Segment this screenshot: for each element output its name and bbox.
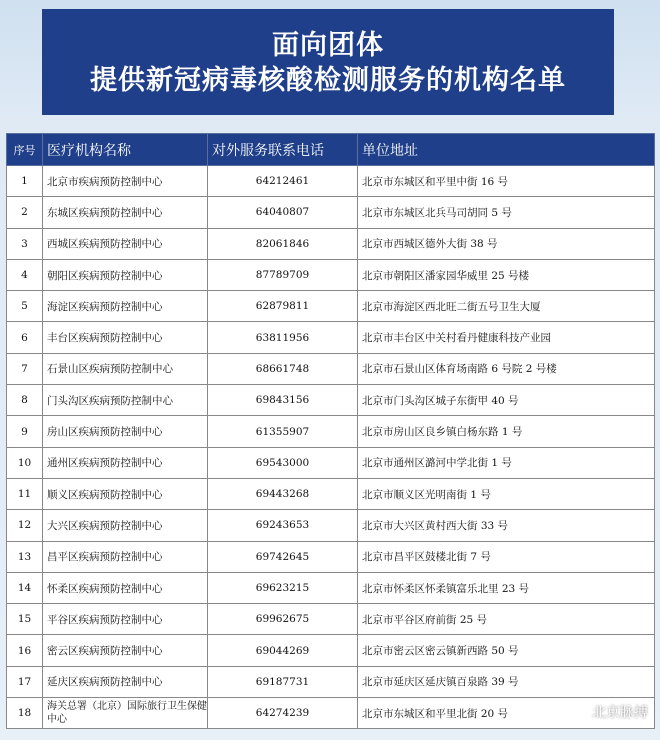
cell-index: 10 bbox=[7, 447, 43, 478]
wechat-icon bbox=[568, 704, 588, 720]
cell-phone: 62879811 bbox=[208, 291, 358, 322]
cell-name: 北京市疾病预防控制中心 bbox=[43, 166, 208, 197]
header-name: 医疗机构名称 bbox=[43, 134, 208, 166]
cell-index: 18 bbox=[7, 698, 43, 729]
cell-index: 2 bbox=[7, 197, 43, 228]
cell-name: 丰台区疾病预防控制中心 bbox=[43, 322, 208, 353]
cell-phone: 64212461 bbox=[208, 166, 358, 197]
table-row bbox=[7, 416, 655, 447]
table-header-row bbox=[7, 134, 655, 166]
table-row bbox=[7, 353, 655, 384]
header-phone: 对外服务联系电话 bbox=[208, 134, 358, 166]
cell-phone: 69243653 bbox=[208, 510, 358, 541]
cell-index: 7 bbox=[7, 353, 43, 384]
cell-address: 北京市房山区良乡镇白杨东路 1 号 bbox=[358, 416, 655, 447]
cell-name: 房山区疾病预防控制中心 bbox=[43, 416, 208, 447]
cell-phone: 61355907 bbox=[208, 416, 358, 447]
table-row bbox=[7, 259, 655, 290]
cell-index: 8 bbox=[7, 385, 43, 416]
cell-name: 通州区疾病预防控制中心 bbox=[43, 447, 208, 478]
table-row bbox=[7, 197, 655, 228]
cell-index: 15 bbox=[7, 604, 43, 635]
cell-phone: 64274239 bbox=[208, 698, 358, 729]
table-row bbox=[7, 228, 655, 259]
cell-name: 怀柔区疾病预防控制中心 bbox=[43, 572, 208, 603]
cell-index: 17 bbox=[7, 666, 43, 697]
cell-address: 北京市东城区和平里中街 16 号 bbox=[358, 166, 655, 197]
cell-phone: 69623215 bbox=[208, 572, 358, 603]
title-banner bbox=[42, 9, 614, 115]
cell-name: 门头沟区疾病预防控制中心 bbox=[43, 385, 208, 416]
table-row bbox=[7, 478, 655, 509]
title-line-1: 面向团体 bbox=[272, 30, 384, 61]
table-row bbox=[7, 385, 655, 416]
table-row bbox=[7, 447, 655, 478]
cell-name: 顺义区疾病预防控制中心 bbox=[43, 478, 208, 509]
table-row bbox=[7, 698, 655, 729]
table-row bbox=[7, 166, 655, 197]
table-row bbox=[7, 604, 655, 635]
cell-name: 平谷区疾病预防控制中心 bbox=[43, 604, 208, 635]
cell-phone: 82061846 bbox=[208, 228, 358, 259]
cell-address: 北京市海淀区西北旺二街五号卫生大厦 bbox=[358, 291, 655, 322]
watermark bbox=[568, 700, 648, 724]
cell-index: 9 bbox=[7, 416, 43, 447]
institution-table bbox=[6, 133, 655, 729]
cell-phone: 69443268 bbox=[208, 478, 358, 509]
cell-phone: 69843156 bbox=[208, 385, 358, 416]
cell-address: 北京市顺义区光明南街 1 号 bbox=[358, 478, 655, 509]
cell-index: 6 bbox=[7, 322, 43, 353]
cell-address: 北京市西城区德外大街 38 号 bbox=[358, 228, 655, 259]
header-index: 序号 bbox=[7, 134, 43, 166]
watermark-text: 北京脉搏 bbox=[592, 705, 648, 721]
cell-name: 海淀区疾病预防控制中心 bbox=[43, 291, 208, 322]
cell-address: 北京市怀柔区怀柔镇富乐北里 23 号 bbox=[358, 572, 655, 603]
cell-address: 北京市密云区密云镇新西路 50 号 bbox=[358, 635, 655, 666]
cell-phone: 69962675 bbox=[208, 604, 358, 635]
table-row bbox=[7, 541, 655, 572]
cell-address: 北京市大兴区黄村西大街 33 号 bbox=[358, 510, 655, 541]
cell-name: 西城区疾病预防控制中心 bbox=[43, 228, 208, 259]
cell-index: 5 bbox=[7, 291, 43, 322]
cell-index: 16 bbox=[7, 635, 43, 666]
cell-index: 14 bbox=[7, 572, 43, 603]
header-address: 单位地址 bbox=[358, 134, 655, 166]
cell-phone: 69543000 bbox=[208, 447, 358, 478]
cell-name: 海关总署（北京）国际旅行卫生保健中心 bbox=[43, 698, 208, 729]
cell-phone: 69044269 bbox=[208, 635, 358, 666]
cell-index: 1 bbox=[7, 166, 43, 197]
table-row bbox=[7, 291, 655, 322]
cell-phone: 69187731 bbox=[208, 666, 358, 697]
cell-address: 北京市东城区北兵马司胡同 5 号 bbox=[358, 197, 655, 228]
cell-address: 北京市东城区和平里北街 20 号 bbox=[358, 698, 655, 729]
table-row bbox=[7, 572, 655, 603]
table-row bbox=[7, 322, 655, 353]
cell-name: 朝阳区疾病预防控制中心 bbox=[43, 259, 208, 290]
cell-address: 北京市朝阳区潘家园华威里 25 号楼 bbox=[358, 259, 655, 290]
cell-name: 东城区疾病预防控制中心 bbox=[43, 197, 208, 228]
cell-name: 昌平区疾病预防控制中心 bbox=[43, 541, 208, 572]
cell-name: 密云区疾病预防控制中心 bbox=[43, 635, 208, 666]
cell-index: 4 bbox=[7, 259, 43, 290]
cell-index: 13 bbox=[7, 541, 43, 572]
cell-name: 延庆区疾病预防控制中心 bbox=[43, 666, 208, 697]
table-row bbox=[7, 666, 655, 697]
cell-address: 北京市通州区潞河中学北街 1 号 bbox=[358, 447, 655, 478]
cell-name: 大兴区疾病预防控制中心 bbox=[43, 510, 208, 541]
cell-index: 3 bbox=[7, 228, 43, 259]
title-line-2: 提供新冠病毒核酸检测服务的机构名单 bbox=[90, 65, 566, 96]
cell-address: 北京市石景山区体育场南路 6 号院 2 号楼 bbox=[358, 353, 655, 384]
cell-phone: 87789709 bbox=[208, 259, 358, 290]
cell-address: 北京市昌平区鼓楼北街 7 号 bbox=[358, 541, 655, 572]
cell-phone: 63811956 bbox=[208, 322, 358, 353]
cell-address: 北京市平谷区府前街 25 号 bbox=[358, 604, 655, 635]
cell-phone: 69742645 bbox=[208, 541, 358, 572]
cell-address: 北京市延庆区延庆镇百泉路 39 号 bbox=[358, 666, 655, 697]
cell-name: 石景山区疾病预防控制中心 bbox=[43, 353, 208, 384]
cell-index: 11 bbox=[7, 478, 43, 509]
cell-phone: 68661748 bbox=[208, 353, 358, 384]
cell-phone: 64040807 bbox=[208, 197, 358, 228]
table-row bbox=[7, 635, 655, 666]
table-row bbox=[7, 510, 655, 541]
cell-address: 北京市门头沟区城子东街甲 40 号 bbox=[358, 385, 655, 416]
cell-index: 12 bbox=[7, 510, 43, 541]
cell-address: 北京市丰台区中关村看丹健康科技产业园 bbox=[358, 322, 655, 353]
